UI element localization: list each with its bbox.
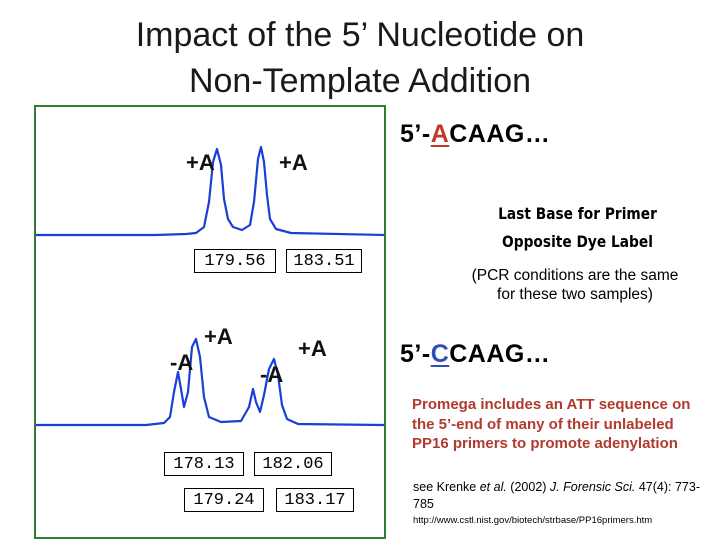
ref-et-al: et al. bbox=[479, 480, 507, 494]
bottom-sequence bbox=[400, 340, 550, 369]
source-url: http://www.cstl.nist.gov/biotech/strbase/PP16primers.htm bbox=[413, 515, 653, 526]
bottom-trace bbox=[36, 336, 384, 425]
ref-prefix: see Krenke bbox=[413, 480, 480, 494]
top-sequence bbox=[400, 120, 550, 149]
pcr-note-line-2: for these two samples) bbox=[497, 286, 653, 303]
size-box-178-13: 178.13 bbox=[164, 452, 244, 476]
size-box-179-24: 179.24 bbox=[184, 488, 264, 512]
bottom-peak-label-minus-right: -A bbox=[260, 362, 284, 387]
bottom-peak-label-plus-left: +A bbox=[204, 324, 233, 349]
top-peak-label-right: +A bbox=[279, 150, 308, 175]
reference-citation bbox=[413, 479, 713, 513]
dye-note-line-2: Opposite Dye Label bbox=[502, 232, 653, 251]
slide-title bbox=[60, 12, 660, 104]
bottom-peak-label-plus-right: +A bbox=[298, 336, 327, 361]
electropherogram-panel bbox=[34, 105, 386, 539]
title-line-1: Impact of the 5’ Nucleotide on bbox=[135, 16, 585, 54]
promega-note: Promega includes an ATT sequence on the 5’-end of many of their unlabeled PP16 primers to promote adenylation bbox=[412, 396, 691, 452]
size-box-183-51: 183.51 bbox=[286, 249, 362, 273]
ref-journal: J. Forensic Sci. bbox=[549, 480, 636, 494]
pcr-conditions-note bbox=[445, 266, 705, 304]
dye-label-note bbox=[485, 200, 670, 256]
ref-citation: 47(4): 773-785 bbox=[413, 480, 700, 511]
dye-note-line-1: Last Base for Primer bbox=[498, 204, 657, 223]
bottom-sequence-first-base: C bbox=[430, 340, 450, 368]
top-sequence-rest: CAAG… bbox=[449, 120, 551, 148]
bottom-sequence-rest: CAAG… bbox=[449, 340, 551, 368]
top-sequence-first-base: A bbox=[430, 120, 450, 148]
size-box-182-06: 182.06 bbox=[254, 452, 332, 476]
bottom-sequence-prefix: 5’- bbox=[400, 340, 431, 368]
size-box-179-56: 179.56 bbox=[194, 249, 276, 273]
top-peak-label-left: +A bbox=[186, 150, 215, 175]
top-sequence-prefix: 5’- bbox=[400, 120, 431, 148]
ref-year: (2002) bbox=[506, 480, 550, 494]
size-box-183-17: 183.17 bbox=[276, 488, 354, 512]
title-line-2: Non-Template Addition bbox=[188, 62, 532, 100]
pcr-note-line-1: (PCR conditions are the same bbox=[471, 267, 679, 284]
bottom-peak-label-minus-left: -A bbox=[170, 350, 194, 375]
